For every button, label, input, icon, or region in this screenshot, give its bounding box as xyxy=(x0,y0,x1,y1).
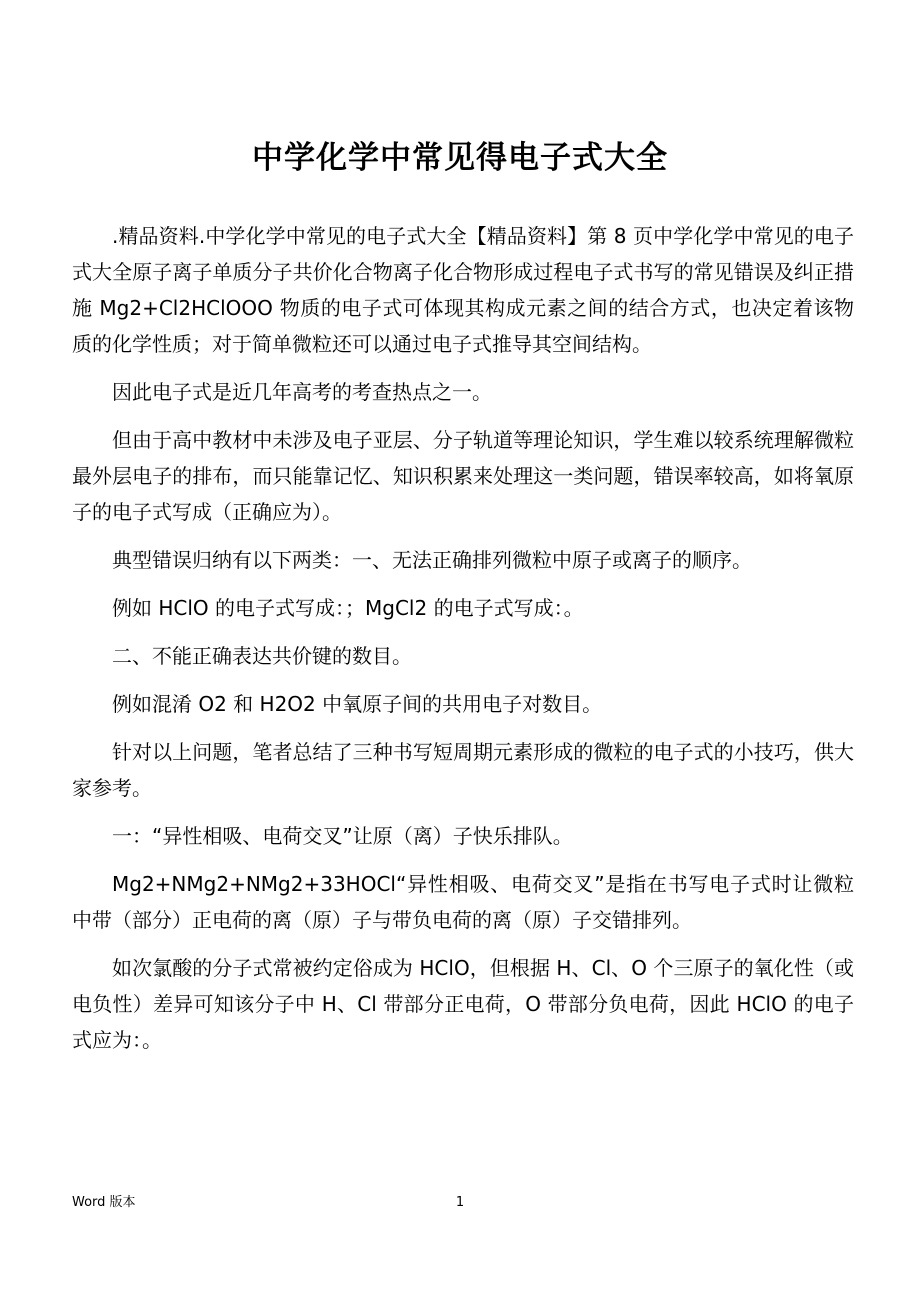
paragraph-11: 如次氯酸的分子式常被约定俗成为 HClO，但根据 H、Cl、O 个三原子的氧化性（或电负性）差异可知该分子中 H、Cl 带部分正电荷，O 带部分负电荷，因此 HClO 的电子式应为：。 xyxy=(72,956,854,1052)
paragraph-9: 一：“异性相吸、电荷交叉”让原（离）子快乐排队。 xyxy=(112,824,573,848)
paragraph-8: 针对以上问题，笔者总结了三种书写短周期元素形成的微粒的电子式的小技巧，供大家参考。 xyxy=(72,740,854,800)
paragraph-5: 例如 HClO 的电子式写成：；MgCl2 的电子式写成：。 xyxy=(112,596,584,620)
page-title: 中学化学中常见得电子式大全 xyxy=(252,140,668,176)
paragraph-10: Mg2+NMg2+NMg2+33HOCl“异性相吸、电荷交叉”是指在书写电子式时让微粒中带（部分）正电荷的离（原）子与带负电荷的离（原）子交错排列。 xyxy=(72,872,854,932)
document-body xyxy=(72,218,854,1070)
footer-version-label: Word 版本 xyxy=(72,1195,136,1210)
footer-page-number: 1 xyxy=(455,1195,465,1210)
paragraph-6: 二、不能正确表达共价键的数目。 xyxy=(112,644,412,668)
paragraph-3: 但由于高中教材中未涉及电子亚层、分子轨道等理论知识，学生难以较系统理解微粒最外层电子的排布，而只能靠记忆、知识积累来处理这一类问题，错误率较高，如将氧原子的电子式写成（正确应为）。 xyxy=(72,428,854,524)
paragraph-7: 例如混淆 O2 和 H2O2 中氧原子间的共用电子对数目。 xyxy=(112,692,603,716)
paragraph-2: 因此电子式是近几年高考的考查热点之一。 xyxy=(112,380,492,404)
paragraph-1: .精品资料.中学化学中常见的电子式大全【精品资料】第 8 页中学化学中常见的电子式大全原子离子单质分子共价化合物离子化合物形成过程电子式书写的常见错误及纠正措施 Mg2+Cl2HClOOO 物质的电子式可体现其构成元素之间的结合方式，也决定着该物质的化学性质；对于简单微粒还可以通过电子式推导其空间结构。 xyxy=(72,224,854,356)
paragraph-4: 典型错误归纳有以下两类：一、无法正确排列微粒中原子或离子的顺序。 xyxy=(112,548,752,572)
